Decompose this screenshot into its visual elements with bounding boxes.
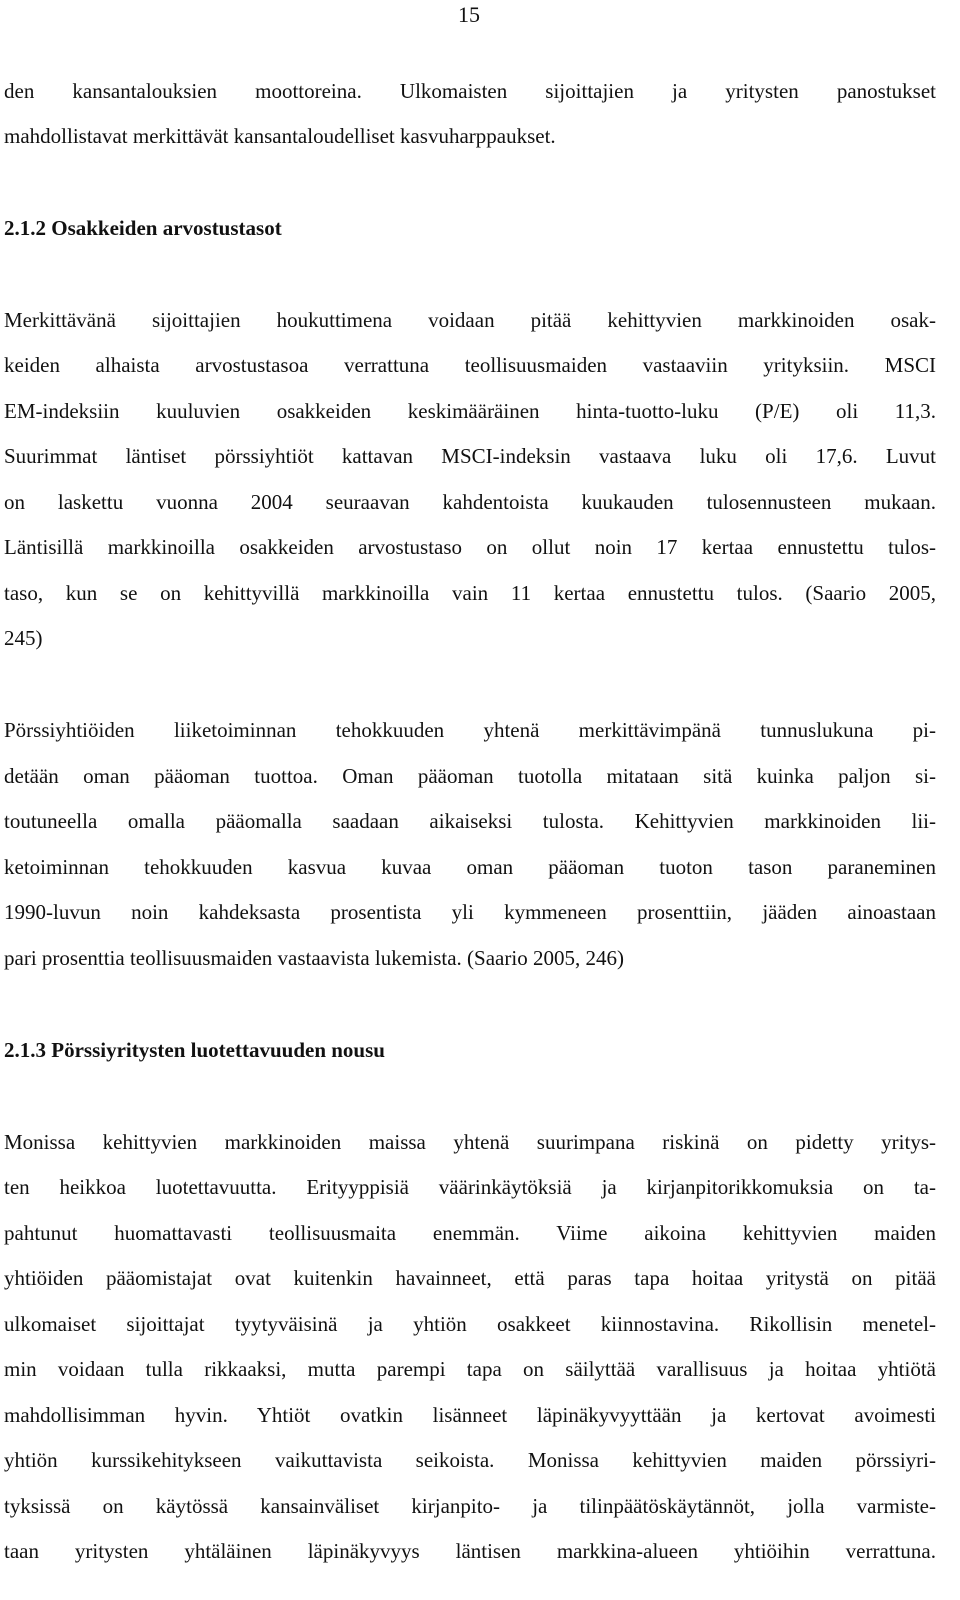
text-line: pahtunut huomattavasti teollisuusmaita enemmän. Viime aikoina kehittyvien maiden <box>4 1221 936 1245</box>
page-number: 15 <box>458 2 480 27</box>
text-line: Pörssiyhtiöiden liiketoiminnan tehokkuuden yhtenä merkittävimpänä tunnuslukuna pi- <box>4 718 936 742</box>
text-line: ketoiminnan tehokkuuden kasvua kuvaa oman pääoman tuoton tason paraneminen <box>4 855 936 879</box>
text-line: Suurimmat läntiset pörssiyhtiöt kattavan MSCI-indeksin vastaava luku oli 17,6. Luvut <box>4 444 936 468</box>
text-line: yhtiön kurssikehitykseen vaikuttavista seikoista. Monissa kehittyvien maiden pörssiyri- <box>4 1448 936 1472</box>
section-heading: 2.1.3 Pörssiyritysten luotettavuuden nousu <box>4 1038 385 1062</box>
text-line: EM-indeksiin kuuluvien osakkeiden keskimääräinen hinta-tuotto-luku (P/E) oli 11,3. <box>4 399 936 423</box>
text-line: toutuneella omalla pääomalla saadaan aikaiseksi tulosta. Kehittyvien markkinoiden lii- <box>4 809 936 833</box>
text-line: Merkittävänä sijoittajien houkuttimena voidaan pitää kehittyvien markkinoiden osak- <box>4 308 936 332</box>
text-line: den kansantalouksien moottoreina. Ulkomaisten sijoittajien ja yritysten panostukset <box>4 79 936 103</box>
text-line: 1990-luvun noin kahdeksasta prosentista yli kymmeneen prosenttiin, jääden ainoastaan <box>4 900 936 924</box>
text-line: Läntisillä markkinoilla osakkeiden arvostustaso on ollut noin 17 kertaa ennustettu tulos- <box>4 535 936 559</box>
text-line: on laskettu vuonna 2004 seuraavan kahdentoista kuukauden tulosennusteen mukaan. <box>4 490 936 514</box>
text-line: keiden alhaista arvostustasoa verrattuna teollisuusmaiden vastaaviin yrityksiin. MSCI <box>4 353 936 377</box>
text-line: Monissa kehittyvien markkinoiden maissa yhtenä suurimpana riskinä on pidetty yritys- <box>4 1130 936 1154</box>
text-line: mahdollisimman hyvin. Yhtiöt ovatkin lisänneet läpinäkyvyyttään ja kertovat avoimesti <box>4 1403 936 1427</box>
text-line: mahdollistavat merkittävät kansantaloudelliset kasvuharppaukset. <box>4 124 556 148</box>
text-line: ulkomaiset sijoittajat tyytyväisinä ja yhtiön osakkeet kiinnostavina. Rikollisin menetel- <box>4 1312 936 1336</box>
text-line: pari prosenttia teollisuusmaiden vastaavista lukemista. (Saario 2005, 246) <box>4 946 624 970</box>
text-line: taan yritysten yhtäläinen läpinäkyvyys läntisen markkina-alueen yhtiöihin verrattuna. <box>4 1539 936 1563</box>
text-line: min voidaan tulla rikkaaksi, mutta parempi tapa on säilyttää varallisuus ja hoitaa yhtiötä <box>4 1357 936 1381</box>
section-heading: 2.1.2 Osakkeiden arvostustasot <box>4 216 282 240</box>
text-line: 245) <box>4 626 43 650</box>
text-line: detään oman pääoman tuottoa. Oman pääoman tuotolla mitataan sitä kuinka paljon si- <box>4 764 936 788</box>
text-line: ten heikkoa luotettavuutta. Erityyppisiä väärinkäytöksiä ja kirjanpitorikkomuksia on ta- <box>4 1175 936 1199</box>
text-line: tyksissä on käytössä kansainväliset kirjanpito- ja tilinpäätöskäytännöt, jolla varmiste- <box>4 1494 936 1518</box>
text-line: taso, kun se on kehittyvillä markkinoilla vain 11 kertaa ennustettu tulos. (Saario 2005, <box>4 581 936 605</box>
text-line: yhtiöiden pääomistajat ovat kuitenkin havainneet, että paras tapa hoitaa yritystä on pitää <box>4 1266 936 1290</box>
